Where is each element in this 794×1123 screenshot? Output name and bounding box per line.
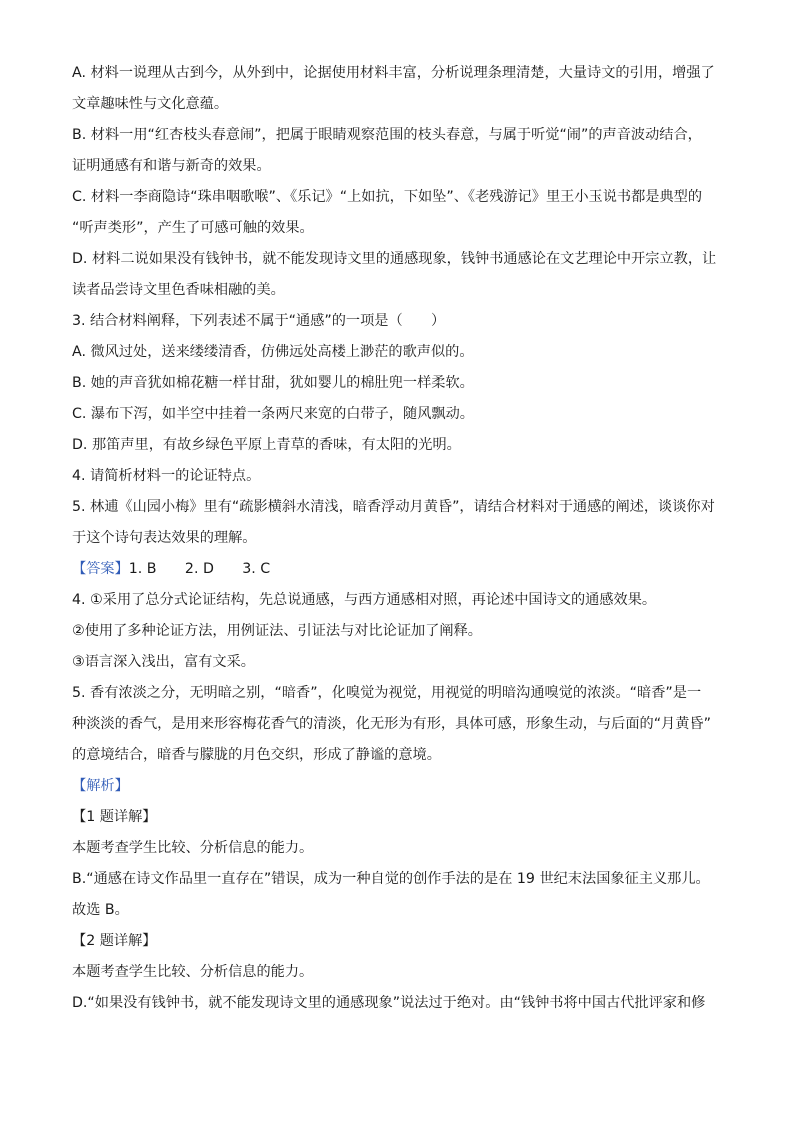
answer-text-line: ②使用了多种论证方法，用例证法、引证法与对比论证加了阐释。 <box>72 623 482 639</box>
detail-text-line: 本题考查学生比较、分析信息的能力。 <box>72 840 314 856</box>
answer-tag: 【答案】 <box>72 561 129 577</box>
detail-text-line: D.“如果没有钱钟书，就不能发现诗文里的通感现象”说法过于绝对。由“钱钟书将中国古代批评家和修 <box>72 995 706 1011</box>
text-line: 4. 请简析材料一的论证特点。 <box>72 468 261 484</box>
text-line: A. 微风过处，送来缕缕清香，仿佛远处高楼上渺茫的歌声似的。 <box>72 344 474 360</box>
text-line: 3. 结合材料阐释，下列表述不属于“通感”的一项是（ ） <box>72 313 446 329</box>
document-page <box>72 58 722 1019</box>
answer-choices: 1. B 2. D 3. C <box>128 561 271 577</box>
detail-text-line: 故选 B。 <box>72 902 129 918</box>
detail-text-line: 本题考查学生比较、分析信息的能力。 <box>72 964 314 980</box>
analysis-tag: 【解析】 <box>72 778 129 794</box>
text-line: 文章趣味性与文化意蕴。 <box>72 96 229 112</box>
text-line: C. 瀑布下泻，如半空中挂着一条两尺来宽的白带子，随风飘动。 <box>72 406 474 422</box>
detail-text-line: B.“通感在诗文作品里一直存在”错误，成为一种自觉的创作手法的是在 19 世纪末法国象征主义那儿。 <box>72 871 710 887</box>
text-line: 5. 林逋《山园小梅》里有“疏影横斜水清浅，暗香浮动月黄昏”，请结合材料对于通感的阐述，谈谈你对 <box>72 499 715 515</box>
answer-text-line: 4. ①采用了总分式论证结构，先总说通感，与西方通感相对照，再论述中国诗文的通感效果。 <box>72 592 657 608</box>
text-line: A. 材料一说理从古到今，从外到中，论据使用材料丰富，分析说理条理清楚，大量诗文的引用，增强了 <box>72 65 715 81</box>
question-block <box>72 58 722 554</box>
text-line: D. 那笛声里，有故乡绿色平原上青草的香味，有太阳的光明。 <box>72 437 461 453</box>
detail-text-line: 【2 题详解】 <box>72 933 157 949</box>
text-line: 于这个诗句表达效果的理解。 <box>72 530 257 546</box>
text-line: C. 材料一李商隐诗“珠串咽歌喉”、《乐记》“上如抗，下如坠”、《老残游记》里王小玉说书都是典型的 <box>72 189 703 205</box>
answer-line <box>72 554 722 585</box>
answer-text-line: 5. 香有浓淡之分，无明暗之别，“暗香”，化嗅觉为视觉，用视觉的明暗沟通嗅觉的浓淡。“暗香”是一 <box>72 685 702 701</box>
text-line: D. 材料二说如果没有钱钟书，就不能发现诗文里的通感现象，钱钟书通感论在文艺理论中开宗立教，让 <box>72 251 717 267</box>
answer-block <box>72 585 722 771</box>
answer-text-line: ③语言深入浅出，富有文采。 <box>72 654 255 670</box>
detail-text-line: 【1 题详解】 <box>72 809 157 825</box>
answer-text-line: 的意境结合，暗香与朦胧的月色交织，形成了静谧的意境。 <box>72 747 441 763</box>
detail-block <box>72 802 722 1019</box>
text-line: 证明通感有和谐与新奇的效果。 <box>72 158 271 174</box>
text-line: 读者品尝诗文里色香味相融的美。 <box>72 282 285 298</box>
text-line: B. 她的声音犹如棉花糖一样甘甜，犹如婴儿的棉肚兜一样柔软。 <box>72 375 474 391</box>
answer-text-line: 种淡淡的香气，是用来形容梅花香气的清淡，化无形为有形，具体可感，形象生动，与后面的“月黄昏” <box>72 716 711 732</box>
text-line: “听声类形”，产生了可感可触的效果。 <box>72 220 314 236</box>
text-line: B. 材料一用“红杏枝头春意闹”，把属于眼睛观察范围的枝头春意，与属于听觉“闹”的声音波动结合， <box>72 127 702 143</box>
